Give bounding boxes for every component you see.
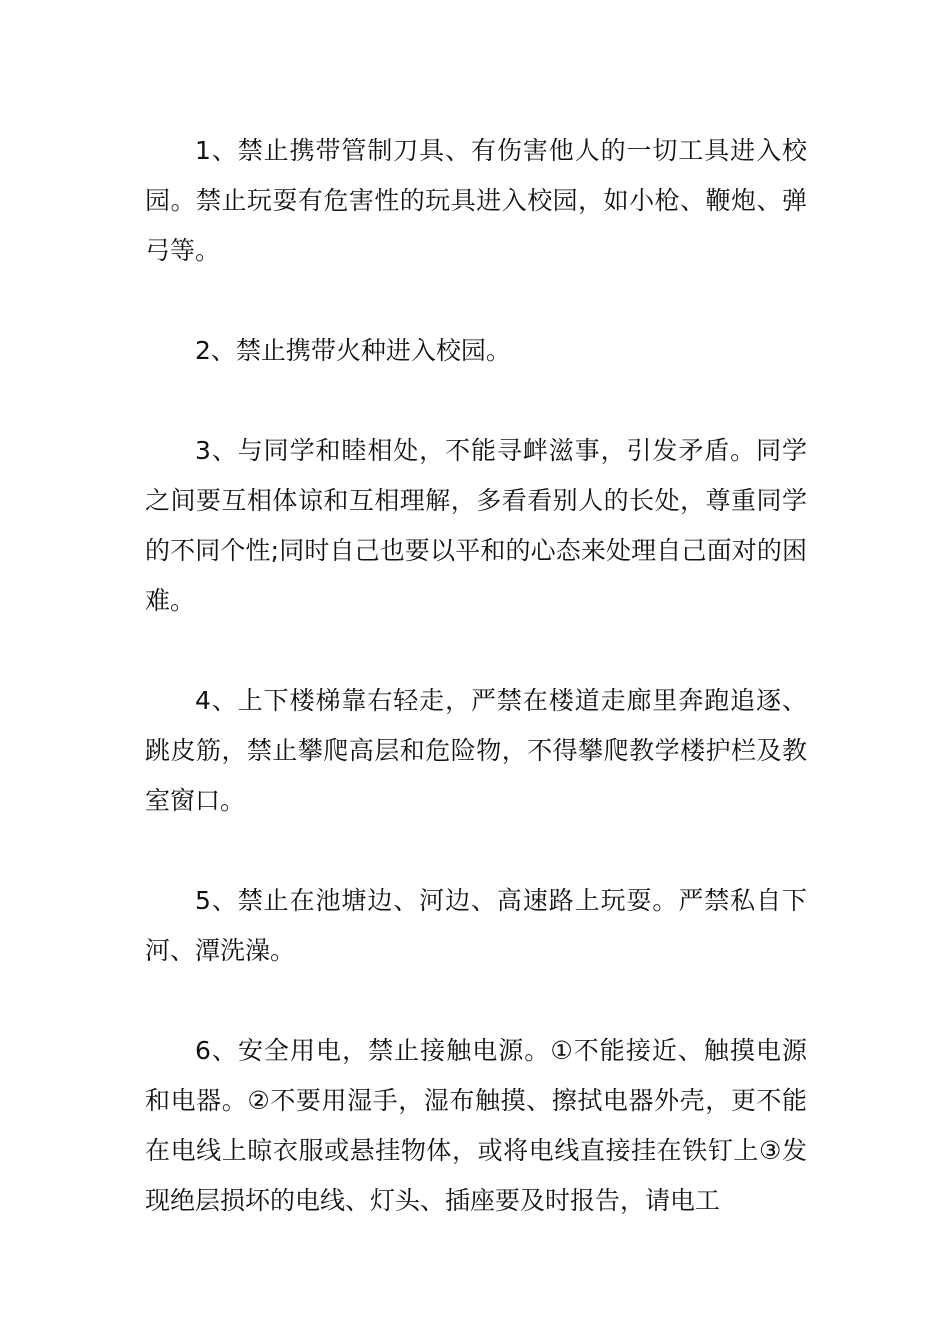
paragraph-2: 2、禁止携带火种进入校园。 [195,336,511,365]
paragraph-3: 3、与同学和睦相处，不能寻衅滋事，引发矛盾。同学之间要互相体谅和互相理解，多看看别人的长处，尊重同学的不同个性;同时自己也要以平和的心态来处理自己面对的困难。 [145,436,807,615]
paragraph-1: 1、禁止携带管制刀具、有伤害他人的一切工具进入校园。禁止玩耍有危害性的玩具进入校园，如小枪、鞭炮、弹弓等。 [145,136,807,265]
paragraph-6: 6、安全用电，禁止接触电源。①不能接近、触摸电源和电器。②不要用湿手，湿布触摸、擦拭电器外壳，更不能在电线上晾衣服或悬挂物体，或将电线直接挂在铁钉上③发现绝层损坏的电线、灯头、插座要及时报告，请电工 [145,1036,807,1215]
paragraph-5: 5、禁止在池塘边、河边、高速路上玩耍。严禁私自下河、潭洗澡。 [145,886,807,965]
document-body [145,126,807,1276]
paragraph-4: 4、上下楼梯靠右轻走，严禁在楼道走廊里奔跑追逐、跳皮筋，禁止攀爬高层和危险物，不得攀爬教学楼护栏及教室窗口。 [145,686,807,815]
